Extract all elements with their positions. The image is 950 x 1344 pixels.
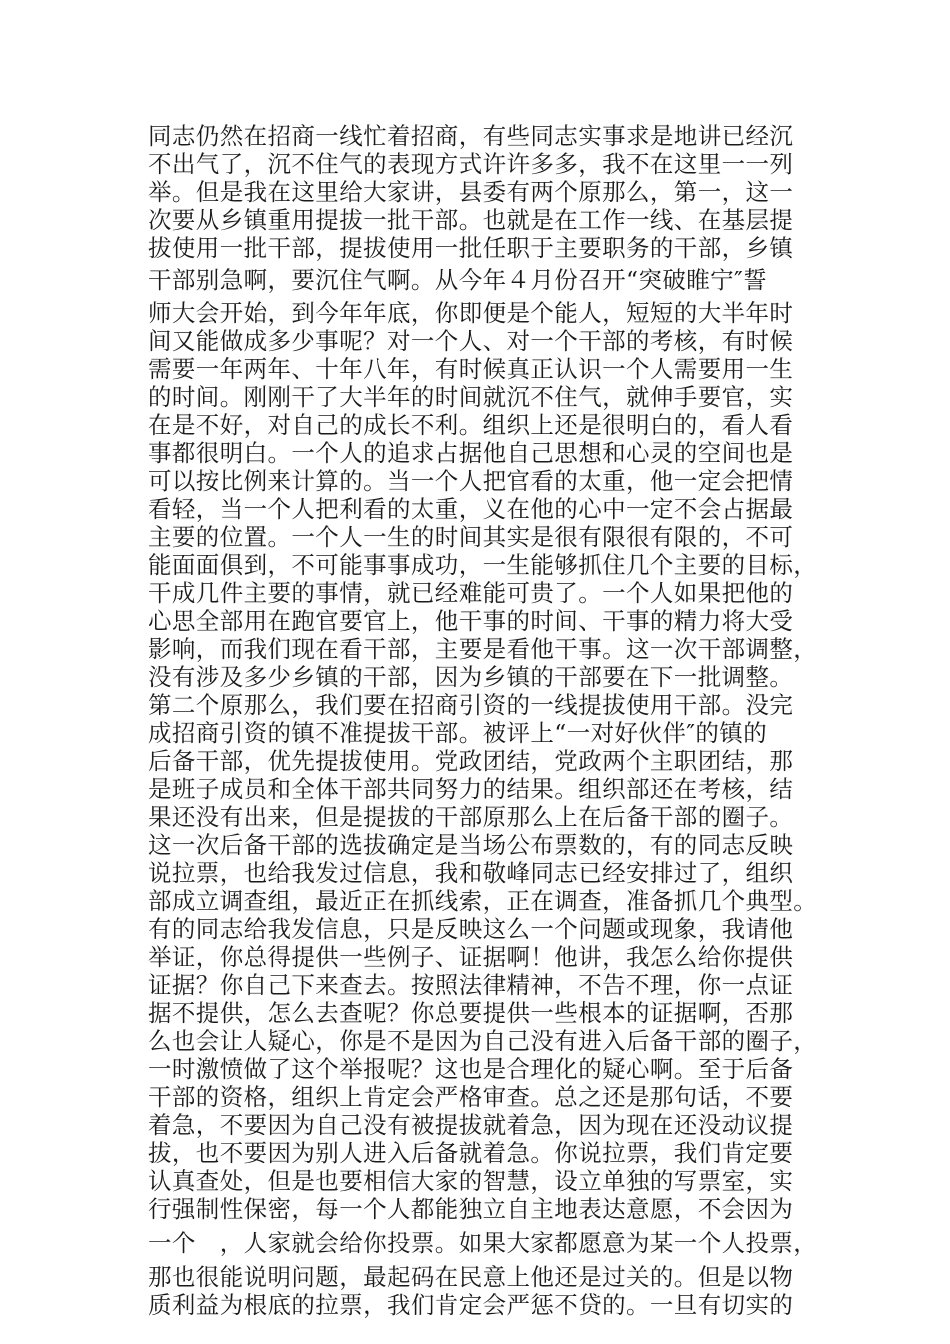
text-line: 说拉票，也给我发过信息，我和敬峰同志已经安排过了，组织 xyxy=(148,859,794,887)
text-line: 那也很能说明问题，最起码在民意上他还是过关的。但是以物 xyxy=(148,1263,794,1291)
text-line: 举。但是我在这里给大家讲，县委有两个原那么，第一，这一 xyxy=(148,178,794,206)
text-line: 干成几件主要的事情，就已经难能可贵了。一个人如果把他的 xyxy=(148,579,794,607)
text-line: 拔使用一批干部，提拔使用一批任职于主要职务的干部，乡镇 xyxy=(148,234,794,262)
text-line: 一时激愤做了这个举报呢？这也是合理化的疑心啊。至于后备 xyxy=(148,1055,794,1083)
text-line: 的时间。刚刚干了大半年的时间就沉不住气，就伸手要官，实 xyxy=(148,383,794,411)
text-line: 成招商引资的镇不准提拔干部。被评上“一对好伙伴″的镇的 xyxy=(148,719,768,747)
text-line: 果还没有出来，但是提拔的干部原那么上在后备干部的圈子。 xyxy=(148,803,794,831)
text-line: 主要的位置。一个人一生的时间其实是很有限很有限的，不可 xyxy=(148,523,794,551)
text-line: 质利益为根底的拉票，我们肯定会严惩不贷的。一旦有切实的 xyxy=(148,1291,794,1319)
text-line: 不出气了，沉不住气的表现方式许许多多，我不在这里一一列 xyxy=(148,150,794,178)
text-line: 次要从乡镇重用提拔一批干部。也就是在工作一线、在基层提 xyxy=(148,206,794,234)
text-line: 证据？你自己下来查去。按照法律精神，不告不理，你一点证 xyxy=(148,971,794,999)
text-line: 能面面俱到，不可能事事成功，一生能够抓住几个主要的目标， xyxy=(148,551,818,579)
text-line: 没有涉及多少乡镇的干部，因为乡镇的干部要在下一批调整。 xyxy=(148,663,794,691)
text-line: 有的同志给我发信息，只是反映这么一个问题或现象，我请他 xyxy=(148,915,794,943)
text-line: 干部别急啊，要沉住气啊。从今年４月份召开“突破睢宁″誓 xyxy=(148,266,768,294)
text-line: 是班子成员和全体干部共同努力的结果。组织部还在考核，结 xyxy=(148,775,794,803)
text-line: 举证，你总得提供一些例子、证据啊！他讲，我怎么给你提供 xyxy=(148,943,794,971)
text-line: 据不提供，怎么去查呢？你总要提供一些根本的证据啊，否那 xyxy=(148,999,794,1027)
text-line: 拔，也不要因为别人进入后备就着急。你说拉票，我们肯定要 xyxy=(148,1139,794,1167)
text-line: 看轻，当一个人把利看的太重，义在他的心中一定不会占据最 xyxy=(148,495,794,523)
text-line: 影响，而我们现在看干部，主要是看他干事。这一次干部调整， xyxy=(148,635,818,663)
text-line: 间又能做成多少事呢？对一个人、对一个干部的考核，有时候 xyxy=(148,327,794,355)
text-line: 着急，不要因为自己没有被提拔就着急，因为现在还没动议提 xyxy=(148,1111,794,1139)
text-line: 第二个原那么，我们要在招商引资的一线提拔使用干部。没完 xyxy=(148,691,794,719)
text-line: 认真查处，但是也要相信大家的智慧，设立单独的写票室，实 xyxy=(148,1167,794,1195)
text-line: 需要一年两年、十年八年，有时候真正认识一个人需要用一生 xyxy=(148,355,794,383)
text-line: 同志仍然在招商一线忙着招商，有些同志实事求是地讲已经沉 xyxy=(148,122,794,150)
text-line: 可以按比例来计算的。当一个人把官看的太重，他一定会把情 xyxy=(148,467,794,495)
text-line: 心思全部用在跑官要官上，他干事的时间、干事的精力将大受 xyxy=(148,607,794,635)
text-line: 师大会开始，到今年年底，你即便是个能人，短短的大半年时 xyxy=(148,299,794,327)
text-line: 事都很明白。一个人的追求占据他自己思想和心灵的空间也是 xyxy=(148,439,794,467)
text-line: 干部的资格，组织上肯定会严格审查。总之还是那句话，不要 xyxy=(148,1083,794,1111)
text-line: 一个 ，人家就会给你投票。如果大家都愿意为某一个人投票， xyxy=(148,1229,818,1257)
text-line: 部成立调查组，最近正在抓线索，正在调查，准备抓几个典型。 xyxy=(148,887,818,915)
text-line: 么也会让人疑心，你是不是因为自己没有进入后备干部的圈子， xyxy=(148,1027,818,1055)
text-line: 在是不好，对自己的成长不利。组织上还是很明白的，看人看 xyxy=(148,411,794,439)
text-line: 行强制性保密，每一个人都能独立自主地表达意愿，不会因为 xyxy=(148,1195,794,1223)
text-line: 这一次后备干部的选拔确定是当场公布票数的，有的同志反映 xyxy=(148,831,794,859)
text-line: 后备干部，优先提拔使用。党政团结，党政两个主职团结，那 xyxy=(148,747,794,775)
